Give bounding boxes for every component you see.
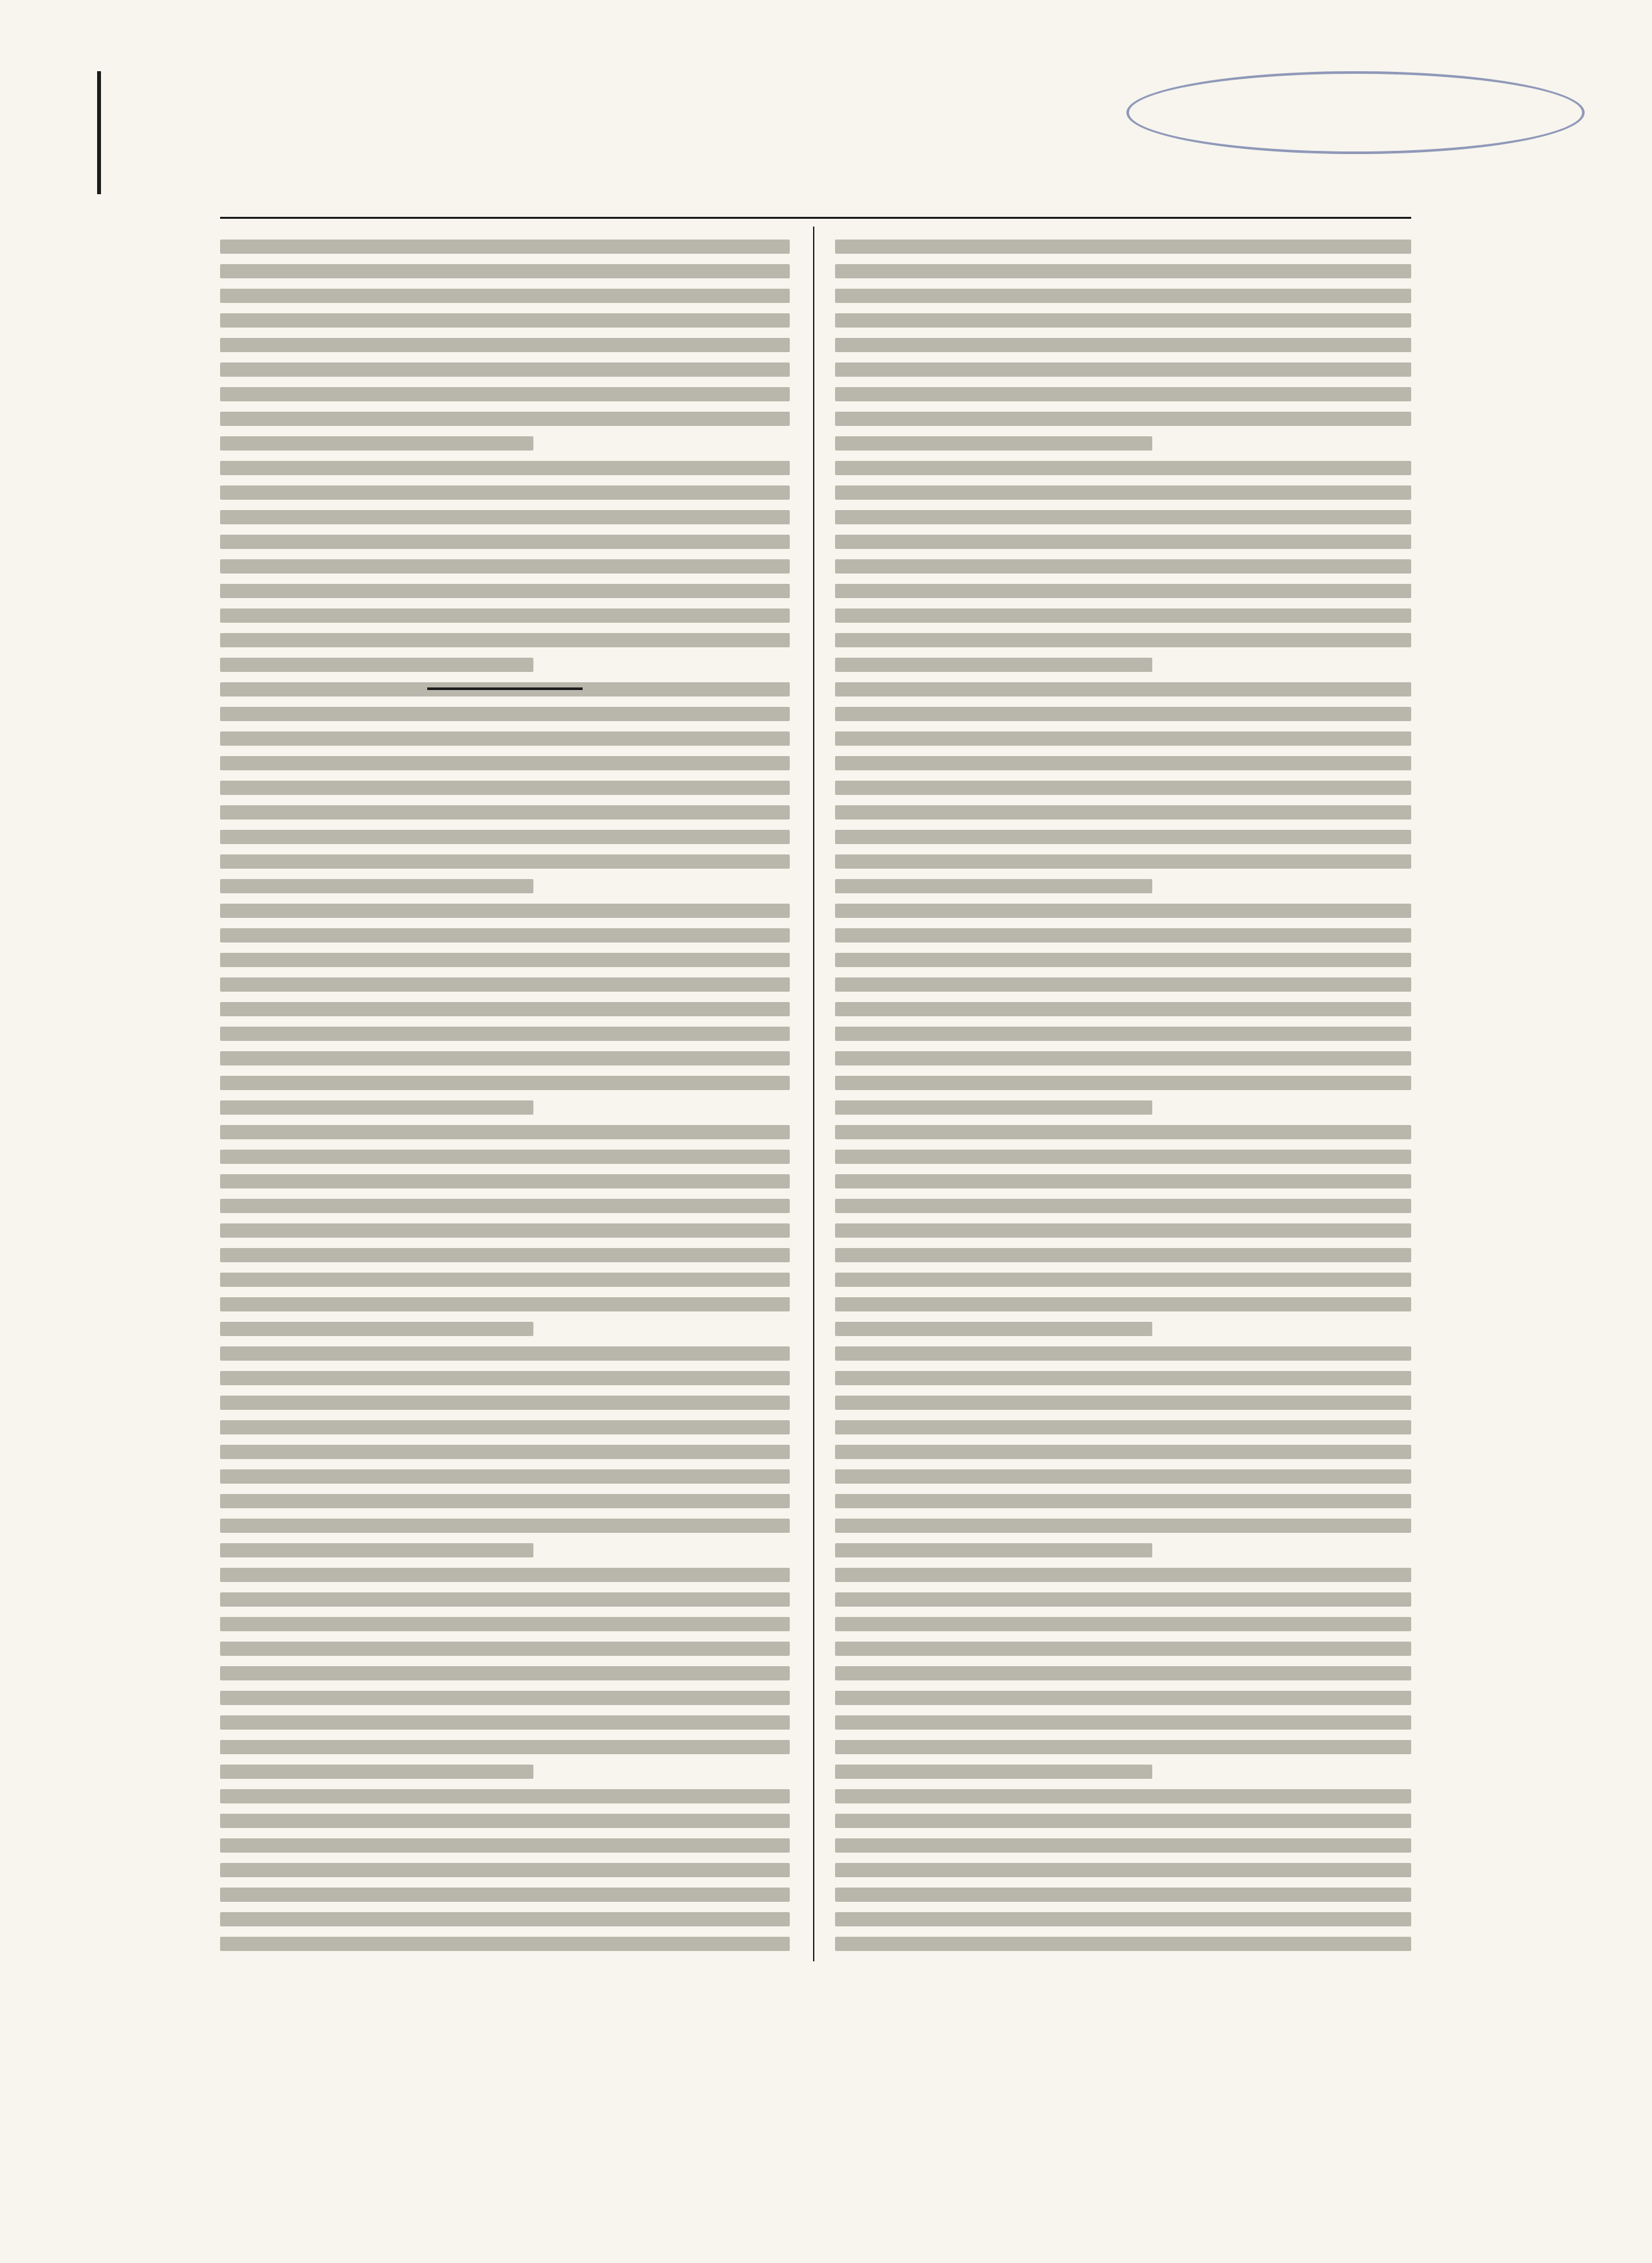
text-line-placeholder: [835, 633, 1411, 647]
text-line-placeholder: [220, 1076, 790, 1090]
handwritten-annotation: [1126, 71, 1585, 154]
text-line-placeholder: [220, 731, 790, 746]
text-line-placeholder: [835, 953, 1411, 967]
text-line-placeholder: [835, 1888, 1411, 1902]
text-line-placeholder: [220, 1912, 790, 1926]
text-line-placeholder: [220, 707, 790, 721]
right-column: [835, 227, 1411, 1961]
text-line-placeholder: [835, 928, 1411, 942]
text-line-placeholder: [220, 1715, 790, 1730]
column-divider: [813, 227, 814, 1961]
text-line-placeholder: [220, 1051, 790, 1065]
text-line-placeholder: [835, 1445, 1411, 1459]
text-line-placeholder: [220, 1248, 790, 1262]
text-line-placeholder: [220, 461, 790, 475]
text-line-placeholder: [835, 658, 1152, 672]
text-line-placeholder: [220, 240, 790, 254]
text-line-placeholder: [835, 1937, 1411, 1951]
text-line-placeholder: [835, 461, 1411, 475]
text-line-placeholder: [835, 535, 1411, 549]
text-line-placeholder: [220, 584, 790, 598]
text-line-placeholder: [220, 781, 790, 795]
text-line-placeholder: [220, 1273, 790, 1287]
text-line-placeholder: [220, 485, 790, 500]
text-line-placeholder: [835, 313, 1411, 328]
text-line-placeholder: [220, 313, 790, 328]
text-line-placeholder: [835, 1420, 1411, 1434]
text-line-placeholder: [220, 953, 790, 967]
text-line-placeholder: [835, 1543, 1152, 1557]
text-line-placeholder: [220, 1322, 533, 1336]
text-line-placeholder: [835, 559, 1411, 574]
text-line-placeholder: [220, 510, 790, 524]
text-line-placeholder: [220, 608, 790, 623]
text-line-placeholder: [220, 1937, 790, 1951]
text-line-placeholder: [835, 707, 1411, 721]
text-line-placeholder: [220, 904, 790, 918]
text-line-placeholder: [835, 510, 1411, 524]
text-line-placeholder: [835, 879, 1152, 893]
text-line-placeholder: [835, 1863, 1411, 1877]
text-line-placeholder: [220, 1789, 790, 1803]
text-line-placeholder: [835, 1715, 1411, 1730]
text-line-placeholder: [835, 1051, 1411, 1065]
text-line-placeholder: [220, 1346, 790, 1361]
text-line-placeholder: [835, 1248, 1411, 1262]
text-line-placeholder: [220, 1519, 790, 1533]
text-line-placeholder: [835, 1322, 1152, 1336]
text-line-placeholder: [835, 1150, 1411, 1164]
text-line-placeholder: [220, 1297, 790, 1311]
text-line-placeholder: [835, 485, 1411, 500]
text-line-placeholder: [220, 1371, 790, 1385]
text-line-placeholder: [835, 1027, 1411, 1041]
text-line-placeholder: [835, 289, 1411, 303]
text-line-placeholder: [220, 854, 790, 869]
text-line-placeholder: [220, 1838, 790, 1853]
text-line-placeholder: [835, 412, 1411, 426]
text-line-placeholder: [220, 1740, 790, 1754]
text-line-placeholder: [835, 1494, 1411, 1508]
text-line-placeholder: [835, 1789, 1411, 1803]
text-line-placeholder: [835, 1740, 1411, 1754]
text-line-placeholder: [835, 1642, 1411, 1656]
text-line-placeholder: [835, 1125, 1411, 1139]
header-rule: [220, 217, 1411, 219]
text-line-placeholder: [835, 1273, 1411, 1287]
text-line-placeholder: [220, 1814, 790, 1828]
left-column: [220, 227, 790, 1987]
text-line-placeholder: [835, 682, 1411, 697]
text-line-placeholder: [220, 977, 790, 992]
text-line-placeholder: [835, 387, 1411, 401]
text-line-placeholder: [835, 1100, 1152, 1115]
text-line-placeholder: [220, 264, 790, 278]
text-line-placeholder: [835, 1346, 1411, 1361]
text-line-placeholder: [220, 436, 533, 451]
text-line-placeholder: [220, 1568, 790, 1582]
text-line-placeholder: [220, 338, 790, 352]
text-line-placeholder: [220, 1027, 790, 1041]
text-line-placeholder: [220, 879, 533, 893]
text-line-placeholder: [220, 1125, 790, 1139]
text-line-placeholder: [220, 1543, 533, 1557]
text-line-placeholder: [835, 830, 1411, 844]
text-line-placeholder: [220, 658, 533, 672]
text-line-placeholder: [835, 1297, 1411, 1311]
text-line-placeholder: [835, 1568, 1411, 1582]
text-line-placeholder: [835, 608, 1411, 623]
text-line-placeholder: [835, 1838, 1411, 1853]
text-line-placeholder: [835, 781, 1411, 795]
text-line-placeholder: [220, 1396, 790, 1410]
text-line-placeholder: [835, 1617, 1411, 1631]
text-line-placeholder: [835, 584, 1411, 598]
text-line-placeholder: [220, 1691, 790, 1705]
text-line-placeholder: [220, 1888, 790, 1902]
text-line-placeholder: [220, 1174, 790, 1188]
text-line-placeholder: [220, 387, 790, 401]
text-line-placeholder: [220, 1617, 790, 1631]
text-line-placeholder: [835, 338, 1411, 352]
text-line-placeholder: [220, 1445, 790, 1459]
text-line-placeholder: [220, 1420, 790, 1434]
text-line-placeholder: [835, 436, 1152, 451]
text-line-placeholder: [220, 1765, 533, 1779]
text-line-placeholder: [220, 1642, 790, 1656]
text-line-placeholder: [835, 1223, 1411, 1238]
text-line-placeholder: [835, 1174, 1411, 1188]
text-line-placeholder: [835, 731, 1411, 746]
text-line-placeholder: [220, 1100, 533, 1115]
text-line-placeholder: [835, 1199, 1411, 1213]
text-line-placeholder: [835, 1396, 1411, 1410]
page-header: [220, 175, 1411, 220]
text-line-placeholder: [220, 362, 790, 377]
text-line-placeholder: [220, 633, 790, 647]
text-line-placeholder: [220, 412, 790, 426]
margin-mark: [97, 71, 101, 194]
text-line-placeholder: [835, 904, 1411, 918]
text-line-placeholder: [220, 1150, 790, 1164]
text-line-placeholder: [835, 362, 1411, 377]
text-line-placeholder: [220, 805, 790, 819]
text-line-placeholder: [220, 535, 790, 549]
text-line-placeholder: [835, 1469, 1411, 1484]
text-line-placeholder: [835, 977, 1411, 992]
text-line-placeholder: [835, 1814, 1411, 1828]
text-line-placeholder: [835, 1002, 1411, 1016]
text-line-placeholder: [835, 240, 1411, 254]
text-line-placeholder: [835, 1666, 1411, 1680]
text-line-placeholder: [835, 805, 1411, 819]
text-line-placeholder: [835, 1765, 1152, 1779]
section-separator: [427, 687, 583, 690]
text-line-placeholder: [835, 1912, 1411, 1926]
text-line-placeholder: [835, 854, 1411, 869]
text-line-placeholder: [835, 1691, 1411, 1705]
text-line-placeholder: [835, 1371, 1411, 1385]
text-line-placeholder: [835, 1592, 1411, 1607]
text-line-placeholder: [220, 1494, 790, 1508]
text-line-placeholder: [220, 1002, 790, 1016]
text-line-placeholder: [220, 928, 790, 942]
text-line-placeholder: [220, 1223, 790, 1238]
text-line-placeholder: [220, 1469, 790, 1484]
text-line-placeholder: [835, 264, 1411, 278]
text-line-placeholder: [835, 1076, 1411, 1090]
text-line-placeholder: [220, 830, 790, 844]
text-line-placeholder: [220, 1592, 790, 1607]
text-line-placeholder: [220, 756, 790, 770]
text-line-placeholder: [220, 289, 790, 303]
text-line-placeholder: [220, 1199, 790, 1213]
text-line-placeholder: [835, 756, 1411, 770]
text-line-placeholder: [220, 1863, 790, 1877]
text-line-placeholder: [220, 1666, 790, 1680]
text-line-placeholder: [220, 559, 790, 574]
text-line-placeholder: [835, 1519, 1411, 1533]
